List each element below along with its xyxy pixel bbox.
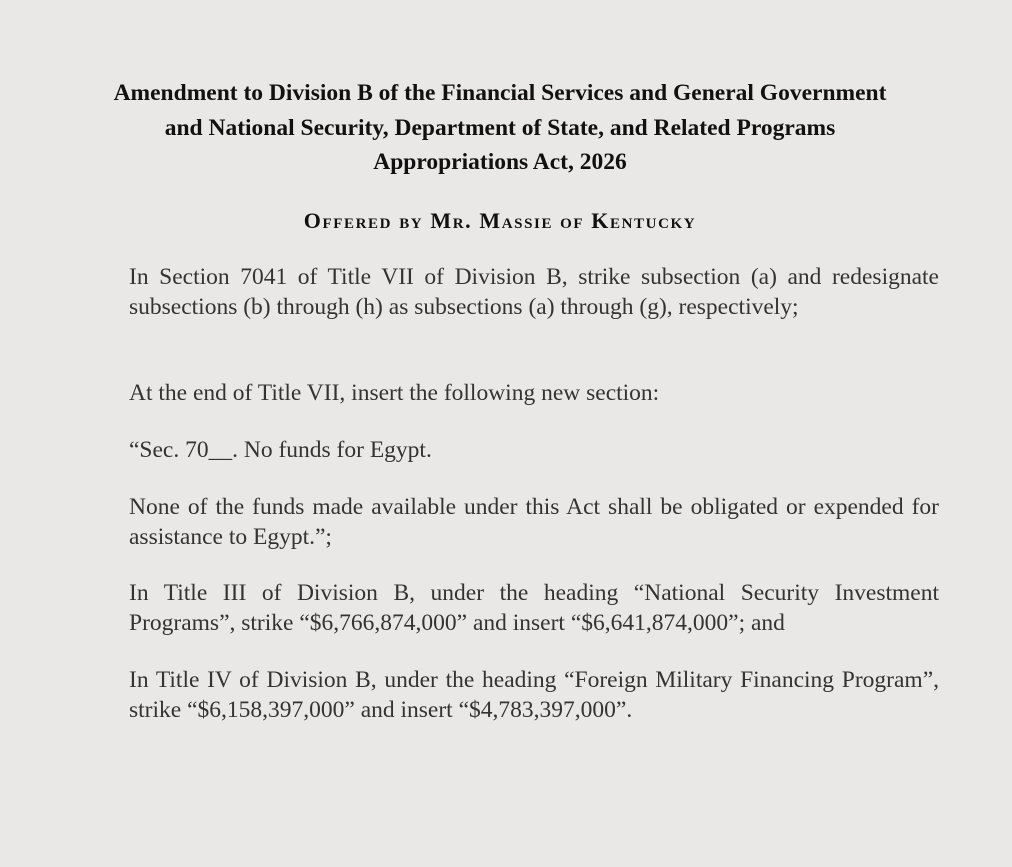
paragraph-title-iv: In Title IV of Division B, under the heading “Foreign Military Financing Program”, strike “$6,158,397,000” and insert “$4,783,397,000”. bbox=[129, 667, 939, 723]
title-line: and National Security, Department of State, and Related Programs bbox=[164, 114, 836, 141]
offered-by-line: Offered by Mr. Massie of Kentucky bbox=[303, 208, 697, 233]
paragraph-section-heading: “Sec. 70__. No funds for Egypt. bbox=[129, 437, 432, 463]
paragraph-title-iii: In Title III of Division B, under the heading “National Security Investment Programs”, strike “$6,766,874,000” and insert “$6,641,874,000”; and bbox=[129, 580, 939, 636]
paragraph-no-funds: None of the funds made available under this Act shall be obligated or expended for assistance to Egypt.”; bbox=[129, 494, 939, 550]
amendment-title bbox=[60, 76, 940, 180]
paragraph-strike-subsection: In Section 7041 of Title VII of Division B, strike subsection (a) and redesignate subsections (b) through (h) as subsections (a) through (g), respectively; bbox=[129, 264, 939, 320]
title-line: Amendment to Division B of the Financial Services and General Government bbox=[113, 80, 887, 106]
title-line: Appropriations Act, 2026 bbox=[373, 149, 627, 175]
paragraph-insert-section: At the end of Title VII, insert the following new section: bbox=[129, 380, 660, 406]
